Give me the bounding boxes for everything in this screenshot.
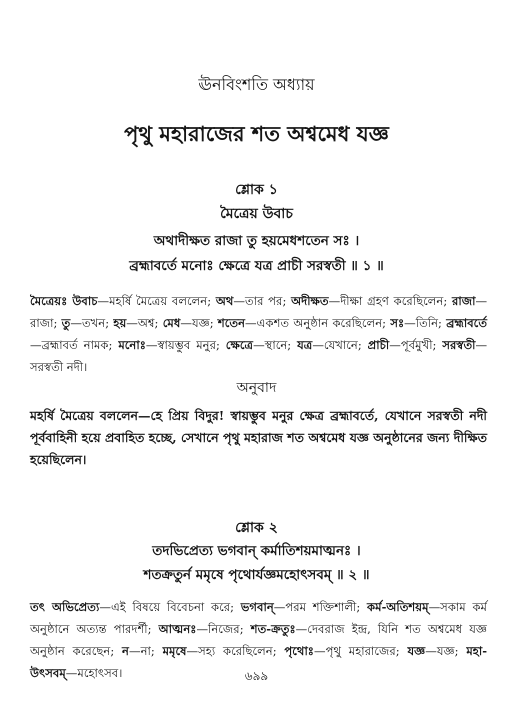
translation-heading: অনুবাদ bbox=[236, 380, 277, 396]
synonym-word: কর্ম-অতিশয়ম্ bbox=[367, 600, 429, 614]
synonym-word: প্রাচী bbox=[367, 338, 390, 352]
chapter-title: পৃথু মহারাজের শত অশ্বমেধ যজ্ঞ bbox=[124, 121, 389, 146]
chapter-number: ঊনবিংশতি অধ্যায় bbox=[198, 75, 315, 94]
verse-2-line-1: তদভিপ্রেত্য ভগবান্ কর্মাতিশয়মাত্মনঃ । bbox=[152, 543, 361, 559]
synonym-meaning: যেখানে bbox=[323, 338, 358, 352]
synonym-meaning: যজ্ঞ bbox=[436, 644, 455, 658]
synonym-meaning: পৃথু মহারাজের bbox=[325, 644, 396, 658]
synonym-word: শতেন bbox=[217, 316, 246, 330]
synonym-word: ক্ষেত্রে bbox=[225, 338, 254, 352]
synonym-word: সঃ bbox=[390, 316, 405, 330]
synonym-meaning: তার পর bbox=[245, 294, 283, 308]
verse-1-speaker: মৈত্রেয় উবাচ bbox=[220, 206, 293, 222]
synonym-word: তৎ অভিপ্রেত্য bbox=[30, 600, 100, 614]
synonym-word: রাজা bbox=[451, 294, 476, 308]
synonym-word: অথ bbox=[215, 294, 234, 308]
verse-1-line-2: ব্রহ্মাবর্তে মনোঃ ক্ষেত্রে যত্র প্রাচী সরস্বতী ॥ ১ ॥ bbox=[129, 258, 384, 274]
synonym-meaning: পরম শক্তিশালী bbox=[285, 600, 357, 614]
synonym-word: মহা-উৎসবম্ bbox=[30, 644, 488, 680]
synonym-meaning: রাজা bbox=[30, 316, 54, 330]
synonym-meaning: স্বায়ম্ভুব মনুর bbox=[157, 338, 216, 352]
verse-1-synonyms: মৈত্রেয়ঃ উবাচ—মহর্ষি মৈত্রেয় বললেন; অথ—তার পর; অদীক্ষত—দীক্ষা গ্রহণ করেছিলেন; রাজা—রাজা; তু—তখন; হয়—অশ্ব; মেধ—যজ্ঞ; শতেন—একশত অনুষ্ঠান করেছিলেন; সঃ—তিনি; ব্রহ্মাবর্তে—ব্রহ্মাবর্ত নামক; মনোঃ—স্বায়ম্ভুব মনুর; ক্ষেত্রে—স্থানে; যত্র—যেখানে; প্রাচী—পূর্বমুখী; সরস্বতী—সরস্বতী নদী। bbox=[30, 294, 488, 374]
synonym-word: তু bbox=[61, 316, 71, 330]
synonym-meaning: ব্রহ্মাবর্ত নামক bbox=[41, 338, 109, 352]
synonym-meaning: যজ্ঞ bbox=[191, 316, 210, 330]
verse-2-label: শ্লোক ২ bbox=[235, 520, 278, 536]
synonym-meaning: পূর্বমুখী bbox=[400, 338, 433, 352]
synonym-meaning: একশত অনুষ্ঠান করেছিলেন bbox=[256, 316, 383, 330]
synonym-word: মনোঃ bbox=[118, 338, 146, 352]
synonym-word: ব্রহ্মাবর্তে bbox=[446, 316, 488, 330]
synonym-word: যজ্ঞ bbox=[407, 644, 426, 658]
synonym-meaning: নিজের bbox=[208, 622, 240, 636]
synonym-meaning: সরস্বতী নদী bbox=[30, 360, 84, 374]
verse-2-line-2: শতক্রতুর্ন মমৃষে পৃথোর্যজ্ঞমহোৎসবম্ ॥ ২ ॥ bbox=[143, 567, 370, 583]
synonym-word: পৃথোঃ bbox=[284, 644, 314, 658]
synonym-word: সরস্বতী bbox=[442, 338, 476, 352]
synonym-word: আত্মনঃ bbox=[158, 622, 197, 636]
synonym-meaning: তিনি bbox=[415, 316, 439, 330]
synonym-word: ন bbox=[122, 644, 129, 658]
synonym-meaning: অশ্ব bbox=[137, 316, 155, 330]
synonym-word: শত-ক্রতুঃ bbox=[250, 622, 296, 636]
synonym-meaning: সহ্য করেছিলেন bbox=[198, 644, 273, 658]
verse-1-line-1: অথাদীক্ষত রাজা তু হয়মেধশতেন সঃ । bbox=[153, 233, 360, 249]
verse-1-label: শ্লোক ১ bbox=[235, 182, 278, 198]
synonym-meaning: দীক্ষা গ্রহণ করেছিলেন bbox=[340, 294, 444, 308]
synonym-meaning: তখন bbox=[81, 316, 106, 330]
synonym-meaning: দেবরাজ ইন্দ্র, যিনি শত অশ্বমেধ যজ্ঞ অনুষ্ঠান করেছেন bbox=[30, 622, 488, 658]
synonym-word: মেধ bbox=[162, 316, 181, 330]
synonym-meaning: এই বিষয়ে বিবেচনা করে bbox=[110, 600, 231, 614]
synonym-meaning: মহোৎসব bbox=[77, 666, 119, 680]
synonym-meaning: না bbox=[140, 644, 151, 658]
synonym-word: ভগবান্ bbox=[240, 600, 274, 614]
translation-text: মহর্ষি মৈত্রেয় বললেন—হে প্রিয় বিদুর! স্বায়ম্ভুব মনুর ক্ষেত্র ব্রহ্মাবর্তে, যেখানে সরস্বতী নদী পূর্ববাহিনী হয়ে প্রবাহিত হচ্ছে, সেখানে পৃথু মহারাজ শত অশ্বমেধ যজ্ঞ অনুষ্ঠানের জন্য দীক্ষিত হয়েছিলেন। bbox=[30, 408, 487, 467]
synonym-word: হয় bbox=[113, 316, 127, 330]
synonym-word: অদীক্ষত bbox=[291, 294, 329, 308]
verse-2-synonyms: তৎ অভিপ্রেত্য—এই বিষয়ে বিবেচনা করে; ভগবান্—পরম শক্তিশালী; কর্ম-অতিশয়ম্—সকাম কর্ম অনুষ্ঠানে অত্যন্ত পারদর্শী; আত্মনঃ—নিজের; শত-ক্রতুঃ—দেবরাজ ইন্দ্র, যিনি শত অশ্বমেধ যজ্ঞ অনুষ্ঠান করেছেন; ন—না; মমৃষে—সহ্য করেছিলেন; পৃথোঃ—পৃথু মহারাজের; যজ্ঞ—যজ্ঞ; মহা-উৎসবম্—মহোৎসব। bbox=[30, 600, 488, 680]
synonym-word: যত্র bbox=[297, 338, 313, 352]
synonym-meaning: সকাম কর্ম অনুষ্ঠানে অত্যন্ত পারদর্শী bbox=[30, 600, 487, 636]
synonym-meaning: স্থানে bbox=[264, 338, 288, 352]
synonym-meaning: মহর্ষি মৈত্রেয় বললেন bbox=[109, 294, 208, 308]
synonym-word: মৈত্রেয়ঃ উবাচ bbox=[30, 294, 98, 308]
page-number: ৬৯৯ bbox=[244, 669, 269, 683]
synonym-word: মমৃষে bbox=[162, 644, 187, 658]
